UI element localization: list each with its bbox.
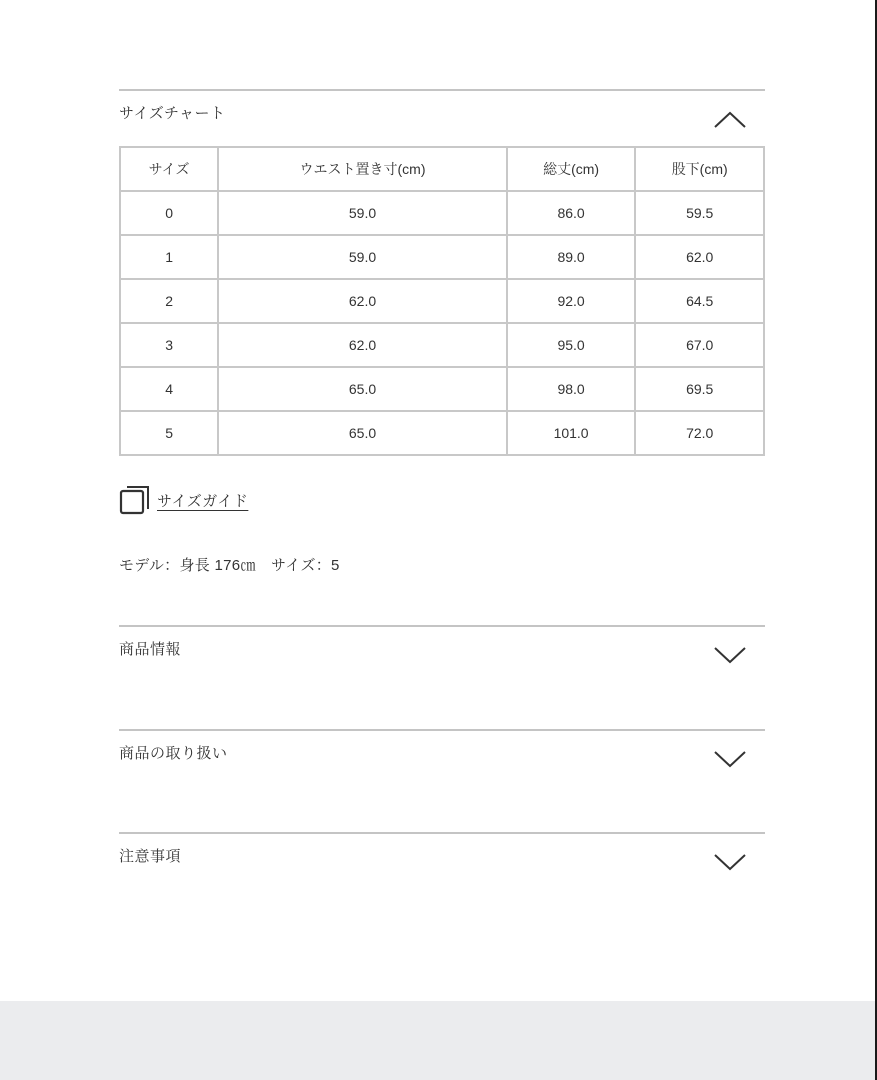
table-row: [120, 411, 764, 455]
size-guide-label[interactable]: サイズガイド: [157, 492, 249, 510]
cell-size: 0: [120, 191, 218, 235]
table-row: [120, 279, 764, 323]
model-info: モデル：身長 176㎝ サイズ：5: [119, 557, 340, 574]
cell-waist: 59.0: [218, 235, 507, 279]
cell-size: 3: [120, 323, 218, 367]
size-guide-link[interactable]: [119, 485, 248, 515]
chevron-up-icon[interactable]: [713, 109, 747, 129]
copy-window-icon: [119, 485, 151, 515]
cell-total-length: 95.0: [507, 323, 636, 367]
cell-inseam: 59.5: [635, 191, 764, 235]
chevron-down-icon[interactable]: [713, 749, 747, 769]
cell-total-length: 101.0: [507, 411, 636, 455]
cell-inseam: 64.5: [635, 279, 764, 323]
footer-background: [0, 1001, 875, 1080]
cell-waist: 65.0: [218, 411, 507, 455]
cell-inseam: 69.5: [635, 367, 764, 411]
cell-size: 4: [120, 367, 218, 411]
cell-waist: 65.0: [218, 367, 507, 411]
size-chart-section: [119, 89, 765, 589]
cell-total-length: 89.0: [507, 235, 636, 279]
table-row: [120, 235, 764, 279]
product-info-header[interactable]: [119, 625, 765, 685]
cell-total-length: 86.0: [507, 191, 636, 235]
size-chart-header[interactable]: [119, 89, 765, 149]
cell-waist: 62.0: [218, 279, 507, 323]
cell-inseam: 72.0: [635, 411, 764, 455]
header-size: サイズ: [120, 147, 218, 191]
chevron-down-icon[interactable]: [713, 645, 747, 665]
notes-section: [119, 832, 765, 935]
size-chart-title: サイズチャート: [119, 105, 226, 122]
table-row: [120, 191, 764, 235]
notes-header[interactable]: [119, 832, 765, 892]
product-info-title: 商品情報: [119, 641, 182, 658]
cell-waist: 59.0: [218, 191, 507, 235]
cell-total-length: 92.0: [507, 279, 636, 323]
cell-size: 2: [120, 279, 218, 323]
cell-inseam: 67.0: [635, 323, 764, 367]
cell-total-length: 98.0: [507, 367, 636, 411]
header-inseam: 股下(cm): [635, 147, 764, 191]
cell-size: 5: [120, 411, 218, 455]
chevron-down-icon[interactable]: [713, 852, 747, 872]
product-info-section: [119, 625, 765, 729]
table-row: [120, 323, 764, 367]
cell-waist: 62.0: [218, 323, 507, 367]
notes-title: 注意事項: [119, 848, 182, 865]
product-care-header[interactable]: [119, 729, 765, 789]
table-header-row: [120, 147, 764, 191]
table-row: [120, 367, 764, 411]
size-chart-table: [119, 146, 765, 456]
product-care-title: 商品の取り扱い: [119, 745, 228, 762]
cell-inseam: 62.0: [635, 235, 764, 279]
header-total-length: 総丈(cm): [507, 147, 636, 191]
header-waist: ウエスト置き寸(cm): [218, 147, 507, 191]
product-care-section: [119, 729, 765, 832]
cell-size: 1: [120, 235, 218, 279]
